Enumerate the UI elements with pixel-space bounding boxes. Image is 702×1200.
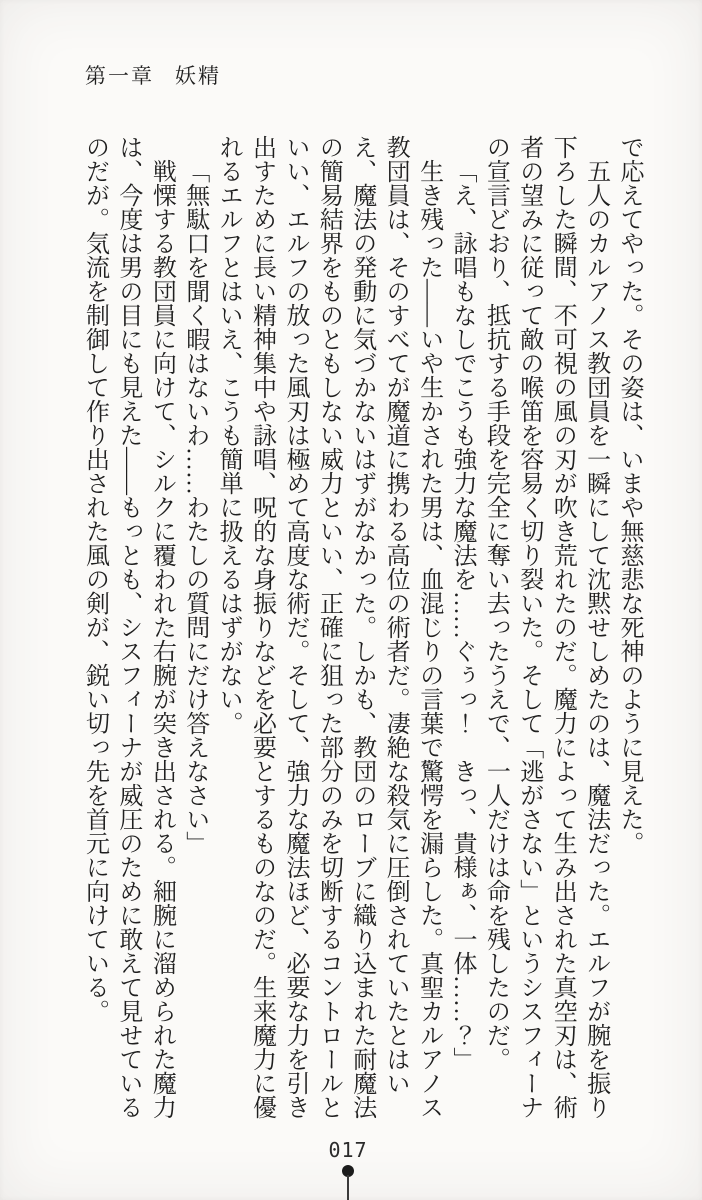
page-footer — [0, 1138, 702, 1200]
page-number: 017 — [328, 1138, 368, 1162]
paragraph: 生き残った――いや生かされた男は、血混じりの言葉で驚愕を漏らした。真聖カルアノス教団員は、そのすべてが魔道に携わる高位の術者だ。凄絶な殺気に圧倒されていたとはいえ、魔法の発動に気づかないはずがなかった。しかも、教団のローブに織り込まれた耐魔法の簡易結界をものともしない威力といい、正確に狙った部分のみを切断するコントロールといい、エルフの放った風刃は極めて高度な術だ。そして、強力な魔法ほど、必要な力を引き出すために長い精神集中や詠唱、呪的な身振りなどを必要とするものなのだ。生来魔力に優れるエルフとはいえ、こうも簡単に扱えるはずがない。 — [215, 135, 442, 1119]
paragraph: 「無駄口を聞く暇はないわ……わたしの質問にだけ答えなさい」 — [181, 159, 208, 855]
paragraph: 戦慄する教団員に向けて、シルクに覆われた右腕が突き出される。細腕に溜められた魔力は、今度は男の目にも見えた――もっとも、シスフィーナが威圧のために敢えて見せているのだが。気流を制御して作り出された風の剣が、鋭い切っ先を首元に向けている。 — [81, 135, 175, 1119]
body-text — [69, 135, 645, 1119]
binding-line — [347, 1175, 349, 1200]
paragraph: 五人のカルアノス教団員を一瞬にして沈黙せしめたのは、魔法だった。エルフが腕を振り下ろした瞬間、不可視の風の刃が吹き荒れたのだ。魔力によって生み出された真空刃は、術者の望みに従って敵の喉笛を容易く切り裂いた。そして「逃がさない」というシスフィーナの宣言どおり、抵抗する手段を完全に奪い去ったうえで、一人だけは命を残したのだ。 — [482, 135, 609, 1119]
chapter-title: 妖精 — [175, 64, 221, 88]
paragraph: 「え、詠唱もなしでこうも強力な魔法を……ぐぅっ！ きっ、貴様ぁ、一体……？」 — [448, 159, 475, 1071]
chapter-label: 第一章 — [85, 64, 154, 88]
paragraph: で応えてやった。その姿は、いまや無慈悲な死神のように見えた。 — [616, 135, 642, 855]
running-head — [85, 60, 221, 90]
